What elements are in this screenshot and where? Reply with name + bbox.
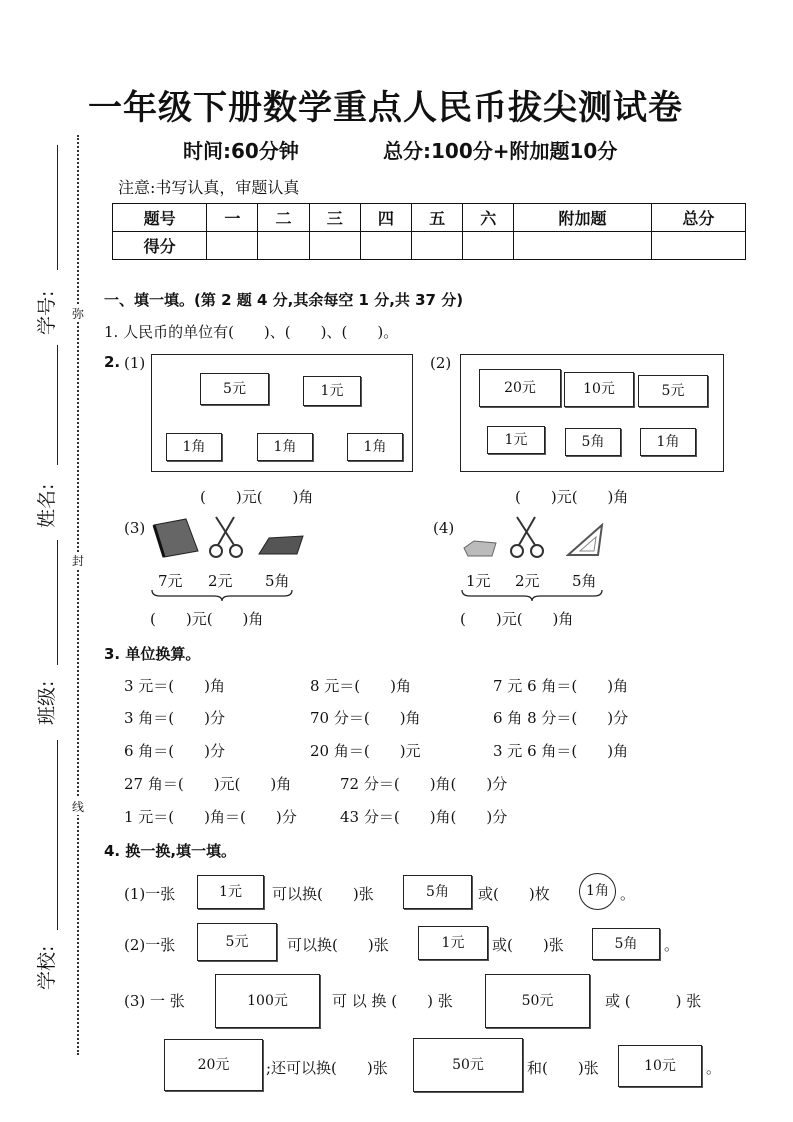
answer-blank[interactable]: 和( )张 [527,1059,599,1077]
banknote: 10元 [564,372,634,407]
scissors-icon [206,515,246,560]
conversion-item[interactable]: 20 角＝( )元 [310,742,421,760]
banknote: 50元 [413,1038,523,1092]
score-table-header [113,204,746,232]
answer-blank[interactable]: 或( )枚 [478,885,550,903]
conversion-item[interactable]: 70 分＝( )角 [310,709,421,727]
pencil-case-icon [257,532,305,558]
question-4-heading: 4. 换一换,填一填。 [104,842,237,860]
banknote: 5角 [565,428,621,456]
th: 附加题 [514,204,651,232]
conversion-item[interactable]: 72 分＝( )角( )分 [340,775,508,793]
text: 。 [664,936,680,954]
th: 二 [258,204,309,232]
row-label: 得分 [113,232,207,260]
answer-blank[interactable]: ( )元( )角 [460,610,574,628]
book-icon [150,515,202,560]
conversion-item[interactable]: 3 元 6 角＝( )角 [493,742,629,760]
th: 三 [309,204,360,232]
answer-blank[interactable]: 或 ( ) 张 [605,992,702,1010]
name-line[interactable] [57,345,58,465]
answer-blank[interactable]: ( )元( )角 [150,610,264,628]
banknote: 100元 [215,974,320,1028]
score-cell[interactable] [651,232,745,260]
school-line[interactable] [57,740,58,930]
scissors-icon [505,515,549,560]
binding-dotted-line [77,135,79,1055]
text: (2)一张 [124,936,176,954]
banknote: 1元 [487,426,545,454]
triangle-ruler-icon [566,523,604,557]
banknote: 5角 [592,928,660,960]
notice: 注意:书写认真，审题认真 [118,178,300,197]
section-heading: 一、填一填。(第 2 题 4 分,其余每空 1 分,共 37 分) [104,291,464,309]
class-line[interactable] [57,540,58,665]
brace-icon [150,588,295,602]
text: (1)一张 [124,885,176,903]
th: 题号 [113,204,207,232]
page-title: 一年级下册数学重点人民币拔尖测试卷 [88,88,683,128]
score-cell[interactable] [258,232,309,260]
score-cell[interactable] [309,232,360,260]
score-row [113,232,746,260]
th: 四 [360,204,411,232]
banknote: 10元 [618,1045,702,1087]
question-1: 1. 人民币的单位有( )、( )、( )。 [104,323,399,341]
conversion-item[interactable]: 3 角＝( )分 [124,709,226,727]
question-3-heading: 3. 单位换算。 [104,645,201,663]
score-table [112,203,746,260]
seal-char: 封 [72,554,85,568]
th: 五 [412,204,463,232]
banknote: 1角 [257,433,313,461]
score-cell[interactable] [514,232,651,260]
banknote: 5元 [638,375,708,407]
score-cell[interactable] [463,232,514,260]
price: 2元 [208,572,233,590]
conversion-item[interactable]: 8 元＝( )角 [310,677,412,695]
banknote: 50元 [485,974,590,1028]
text: 。 [706,1059,722,1077]
score-cell[interactable] [360,232,411,260]
price: 7元 [158,572,183,590]
score-cell[interactable] [412,232,463,260]
text: 。 [620,885,636,903]
conversion-item[interactable]: 1 元＝( )角＝( )分 [124,808,297,826]
seal-char: 线 [72,800,85,814]
class-label: 班级: [36,680,58,725]
th: 六 [463,204,514,232]
conversion-item[interactable]: 6 角 8 分＝( )分 [493,709,629,727]
question-2-label: 2. [104,353,121,371]
conversion-item[interactable]: 3 元＝( )角 [124,677,226,695]
answer-blank[interactable]: ( )元( )角 [200,488,314,506]
seal-char: 弥 [72,307,85,321]
part-label: (4) [433,519,455,537]
score-cell[interactable] [207,232,258,260]
answer-blank[interactable]: 可以换( )张 [272,885,374,903]
banknote: 1角 [640,428,696,456]
answer-blank[interactable]: 可以换( )张 [287,936,389,954]
answer-blank[interactable]: ;还可以换( )张 [266,1059,388,1077]
banknote: 1元 [197,875,264,909]
answer-blank[interactable]: 或( )张 [492,936,564,954]
conversion-item[interactable]: 6 角＝( )分 [124,742,226,760]
name-label: 姓名: [36,483,58,528]
th: 总分 [651,204,745,232]
banknote: 1角 [166,433,222,461]
brace-icon [460,588,605,602]
price: 1元 [466,572,491,590]
conversion-item[interactable]: 43 分＝( )角( )分 [340,808,508,826]
conversion-item[interactable]: 7 元 6 角＝( )角 [493,677,629,695]
student-id-label: 学号: [36,290,58,335]
answer-blank[interactable]: 可 以 换 ( ) 张 [332,992,453,1010]
coin: 1角 [579,873,616,910]
banknote: 5元 [200,373,269,405]
banknote: 5元 [197,923,277,961]
total-score: 总分:100分+附加题10分 [383,139,618,163]
part-label: (1) [124,354,146,372]
banknote: 1角 [347,433,403,461]
conversion-item[interactable]: 27 角＝( )元( )角 [124,775,292,793]
price: 2元 [515,572,540,590]
time-limit: 时间:60分钟 [183,139,299,163]
part-label: (2) [430,354,452,372]
text: (3) 一 张 [124,992,185,1010]
banknote: 20元 [479,369,561,407]
answer-blank[interactable]: ( )元( )角 [515,488,629,506]
student-id-line[interactable] [57,145,58,270]
banknote: 1元 [418,926,488,960]
school-label: 学校: [36,945,58,990]
eraser-icon [462,538,498,560]
banknote: 20元 [164,1039,263,1091]
price: 5角 [572,572,597,590]
banknote: 5角 [403,875,472,909]
part-label: (3) [124,519,146,537]
th: 一 [207,204,258,232]
banknote: 1元 [303,376,361,406]
price: 5角 [265,572,290,590]
